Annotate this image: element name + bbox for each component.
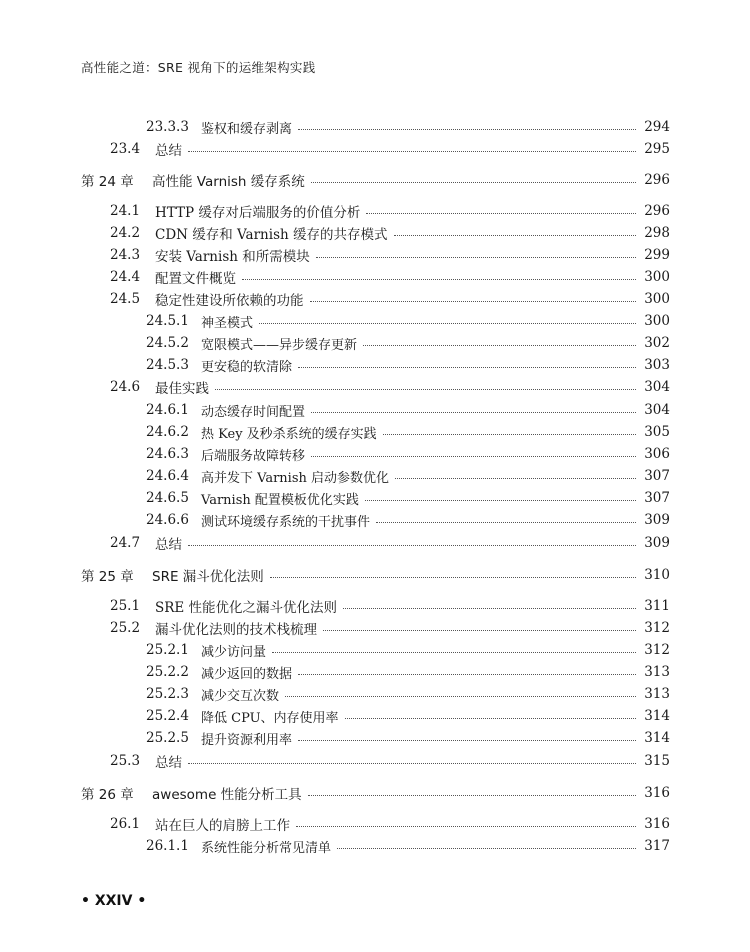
toc-entry	[0, 266, 750, 288]
toc-chapter-entry	[0, 782, 750, 804]
toc-entry-title: awesome 性能分析工具	[152, 787, 302, 803]
toc-entry-page: 307	[644, 490, 670, 506]
dot-leader	[272, 651, 636, 653]
toc-entry-title: 安装 Varnish 和所需模块	[155, 249, 310, 265]
toc-entry-page: 304	[644, 402, 670, 418]
toc-entry-page: 316	[644, 785, 670, 801]
toc-entry-number: 26.1.1	[146, 838, 189, 854]
toc-entry	[0, 750, 750, 772]
toc-entry-page: 312	[644, 642, 670, 658]
toc-entry-page: 310	[644, 567, 670, 583]
toc-entry-title: CDN 缓存和 Varnish 缓存的共存模式	[155, 227, 388, 243]
toc-entry-title: 总结	[155, 755, 182, 771]
toc-entry	[0, 116, 750, 138]
toc-entry-page: 316	[644, 816, 670, 832]
toc-entry-number: 25.2.3	[146, 686, 189, 702]
toc-entry	[0, 138, 750, 160]
toc-entry-number: 24.6	[110, 379, 141, 395]
toc-entry-title: 系统性能分析常见清单	[201, 840, 332, 856]
toc-entry-number: 25.2	[110, 620, 141, 636]
dot-leader	[363, 344, 636, 346]
toc-entry	[0, 443, 750, 465]
dot-leader	[188, 150, 636, 152]
dot-leader	[345, 717, 636, 719]
toc-entry-title: 动态缓存时间配置	[201, 404, 306, 420]
toc-entry-title: SRE 性能优化之漏斗优化法则	[155, 600, 338, 616]
toc-entry	[0, 354, 750, 376]
toc-entry-title: 降低 CPU、内存使用率	[201, 710, 339, 726]
toc-entry	[0, 639, 750, 661]
toc-entry	[0, 617, 750, 639]
toc-entry-page: 305	[644, 424, 670, 440]
toc-entry-number: 24.5.1	[146, 313, 189, 329]
toc-entry	[0, 595, 750, 617]
toc-entry	[0, 465, 750, 487]
dot-leader	[298, 739, 636, 741]
toc-entry-page: 306	[644, 446, 670, 462]
dot-leader	[383, 433, 636, 435]
toc-chapter-entry	[0, 169, 750, 191]
dot-leader	[323, 629, 636, 631]
toc-entry-title: SRE 漏斗优化法则	[152, 569, 264, 585]
toc-entry-number: 24.6.3	[146, 446, 189, 462]
toc-entry-title: 测试环境缓存系统的干扰事件	[201, 514, 371, 530]
toc-entry-number: 24.6.5	[146, 490, 189, 506]
dot-leader	[298, 128, 636, 130]
toc-entry-title: 更安稳的软清除	[201, 359, 293, 375]
toc-entry-page: 300	[644, 313, 670, 329]
dot-leader	[242, 278, 636, 280]
toc-entry	[0, 244, 750, 266]
toc-entry-title: 神圣模式	[201, 315, 254, 331]
toc-entry	[0, 376, 750, 398]
toc-entry-page: 295	[644, 141, 670, 157]
toc-entry	[0, 683, 750, 705]
toc-entry-number: 24.3	[110, 247, 141, 263]
toc-entry-number: 26.1	[110, 816, 141, 832]
dot-leader	[285, 695, 636, 697]
dot-leader	[298, 673, 636, 675]
toc-entry-page: 296	[644, 203, 670, 219]
toc-entry-number: 25.1	[110, 598, 141, 614]
toc-entry	[0, 705, 750, 727]
toc-chapter-entry	[0, 564, 750, 586]
toc-entry	[0, 399, 750, 421]
toc-entry	[0, 288, 750, 310]
toc-entry-number: 24.4	[110, 269, 141, 285]
dot-leader	[311, 455, 636, 457]
toc-entry-title: 站在巨人的肩膀上工作	[155, 818, 290, 834]
dot-leader	[188, 762, 636, 764]
toc-entry	[0, 532, 750, 554]
toc-entry-number: 24.6.1	[146, 402, 189, 418]
toc-entry-number: 24.2	[110, 225, 141, 241]
toc-entry	[0, 200, 750, 222]
toc-entry-page: 314	[644, 708, 670, 724]
toc-entry-page: 303	[644, 357, 670, 373]
dot-leader	[296, 825, 636, 827]
toc-entry-number: 25.2.4	[146, 708, 189, 724]
toc-entry-number: 24.5.3	[146, 357, 189, 373]
dot-leader	[215, 388, 636, 390]
toc-entry-title: 后端服务故障转移	[201, 448, 306, 464]
toc-entry-title: 提升资源利用率	[201, 732, 293, 748]
toc-entry-title: 高并发下 Varnish 启动参数优化	[201, 470, 389, 486]
toc-entry-number: 24.6.4	[146, 468, 189, 484]
toc-entry	[0, 509, 750, 531]
toc-entry-title: 热 Key 及秒杀系统的缓存实践	[201, 426, 377, 442]
toc-entry-number: 24.6.2	[146, 424, 189, 440]
toc-entry	[0, 835, 750, 857]
toc-entry	[0, 332, 750, 354]
toc-entry-title: 漏斗优化法则的技术栈梳理	[155, 622, 317, 638]
dot-leader	[316, 256, 636, 258]
dot-leader	[365, 499, 636, 501]
toc-entry-number: 24.1	[110, 203, 141, 219]
dot-leader	[311, 181, 636, 183]
toc-entry-number: 25.2.1	[146, 642, 189, 658]
toc-entry-page: 311	[644, 598, 670, 614]
toc-entry	[0, 310, 750, 332]
toc-entry-page: 296	[644, 172, 670, 188]
toc-entry-number: 24.5.2	[146, 335, 189, 351]
toc-entry-page: 309	[644, 535, 670, 551]
toc-entry	[0, 222, 750, 244]
toc-entry-page: 307	[644, 468, 670, 484]
toc-entry-page: 309	[644, 512, 670, 528]
toc-entry-number: 第 26 章	[81, 787, 134, 803]
toc-entry-page: 300	[644, 291, 670, 307]
dot-leader	[270, 576, 636, 578]
toc-entry-page: 315	[644, 753, 670, 769]
toc-entry-title: 总结	[155, 537, 182, 553]
toc-entry-title: 高性能 Varnish 缓存系统	[152, 174, 305, 190]
toc-entry-number: 24.7	[110, 535, 141, 551]
toc-entry-number: 25.2.2	[146, 664, 189, 680]
toc-entry-page: 312	[644, 620, 670, 636]
toc-entry-title: 减少返回的数据	[201, 666, 293, 682]
toc-entry-number: 23.4	[110, 141, 141, 157]
toc-entry-page: 299	[644, 247, 670, 263]
dot-leader	[310, 300, 637, 302]
running-header: 高性能之道：SRE 视角下的运维架构实践	[81, 60, 316, 75]
dot-leader	[343, 607, 636, 609]
toc-entry	[0, 727, 750, 749]
dot-leader	[308, 794, 636, 796]
toc-entry	[0, 487, 750, 509]
toc-entry-title: 减少访问量	[201, 644, 267, 660]
toc-entry-title: 配置文件概览	[155, 271, 236, 287]
dot-leader	[394, 234, 637, 236]
toc-entry-title: 宽限模式——异步缓存更新	[201, 337, 358, 353]
toc-entry-title: HTTP 缓存对后端服务的价值分析	[155, 205, 361, 221]
toc-entry-page: 313	[644, 686, 670, 702]
page-number: • XXIV •	[81, 893, 147, 909]
toc-entry-title: 减少交互次数	[201, 688, 280, 704]
toc-entry-title: 最佳实践	[155, 381, 209, 397]
toc-entry-page: 304	[644, 379, 670, 395]
toc-entry-number: 第 24 章	[81, 174, 134, 190]
toc-entry-title: 稳定性建设所依赖的功能	[155, 293, 304, 309]
toc-entry	[0, 421, 750, 443]
toc-entry-page: 298	[644, 225, 670, 241]
toc-entry-page: 294	[644, 119, 670, 135]
toc-entry-title: 总结	[155, 143, 182, 159]
dot-leader	[311, 411, 636, 413]
toc-entry	[0, 661, 750, 683]
toc-entry-number: 24.6.6	[146, 512, 189, 528]
toc-entry-number: 23.3.3	[146, 119, 189, 135]
toc-entry-page: 302	[644, 335, 670, 351]
dot-leader	[298, 366, 636, 368]
toc-entry-page: 317	[644, 838, 670, 854]
dot-leader	[337, 847, 636, 849]
toc-entry-number: 24.5	[110, 291, 141, 307]
dot-leader	[188, 544, 636, 546]
toc-entry-title: Varnish 配置模板优化实践	[201, 492, 359, 508]
dot-leader	[376, 521, 636, 523]
toc-entry-page: 300	[644, 269, 670, 285]
dot-leader	[259, 322, 636, 324]
toc-entry-number: 第 25 章	[81, 569, 134, 585]
toc-entry-page: 314	[644, 730, 670, 746]
toc-entry-title: 鉴权和缓存剥离	[201, 121, 293, 137]
dot-leader	[366, 212, 636, 214]
toc-entry-number: 25.2.5	[146, 730, 189, 746]
toc-entry-number: 25.3	[110, 753, 141, 769]
toc-entry	[0, 813, 750, 835]
toc-entry-page: 313	[644, 664, 670, 680]
dot-leader	[395, 477, 636, 479]
